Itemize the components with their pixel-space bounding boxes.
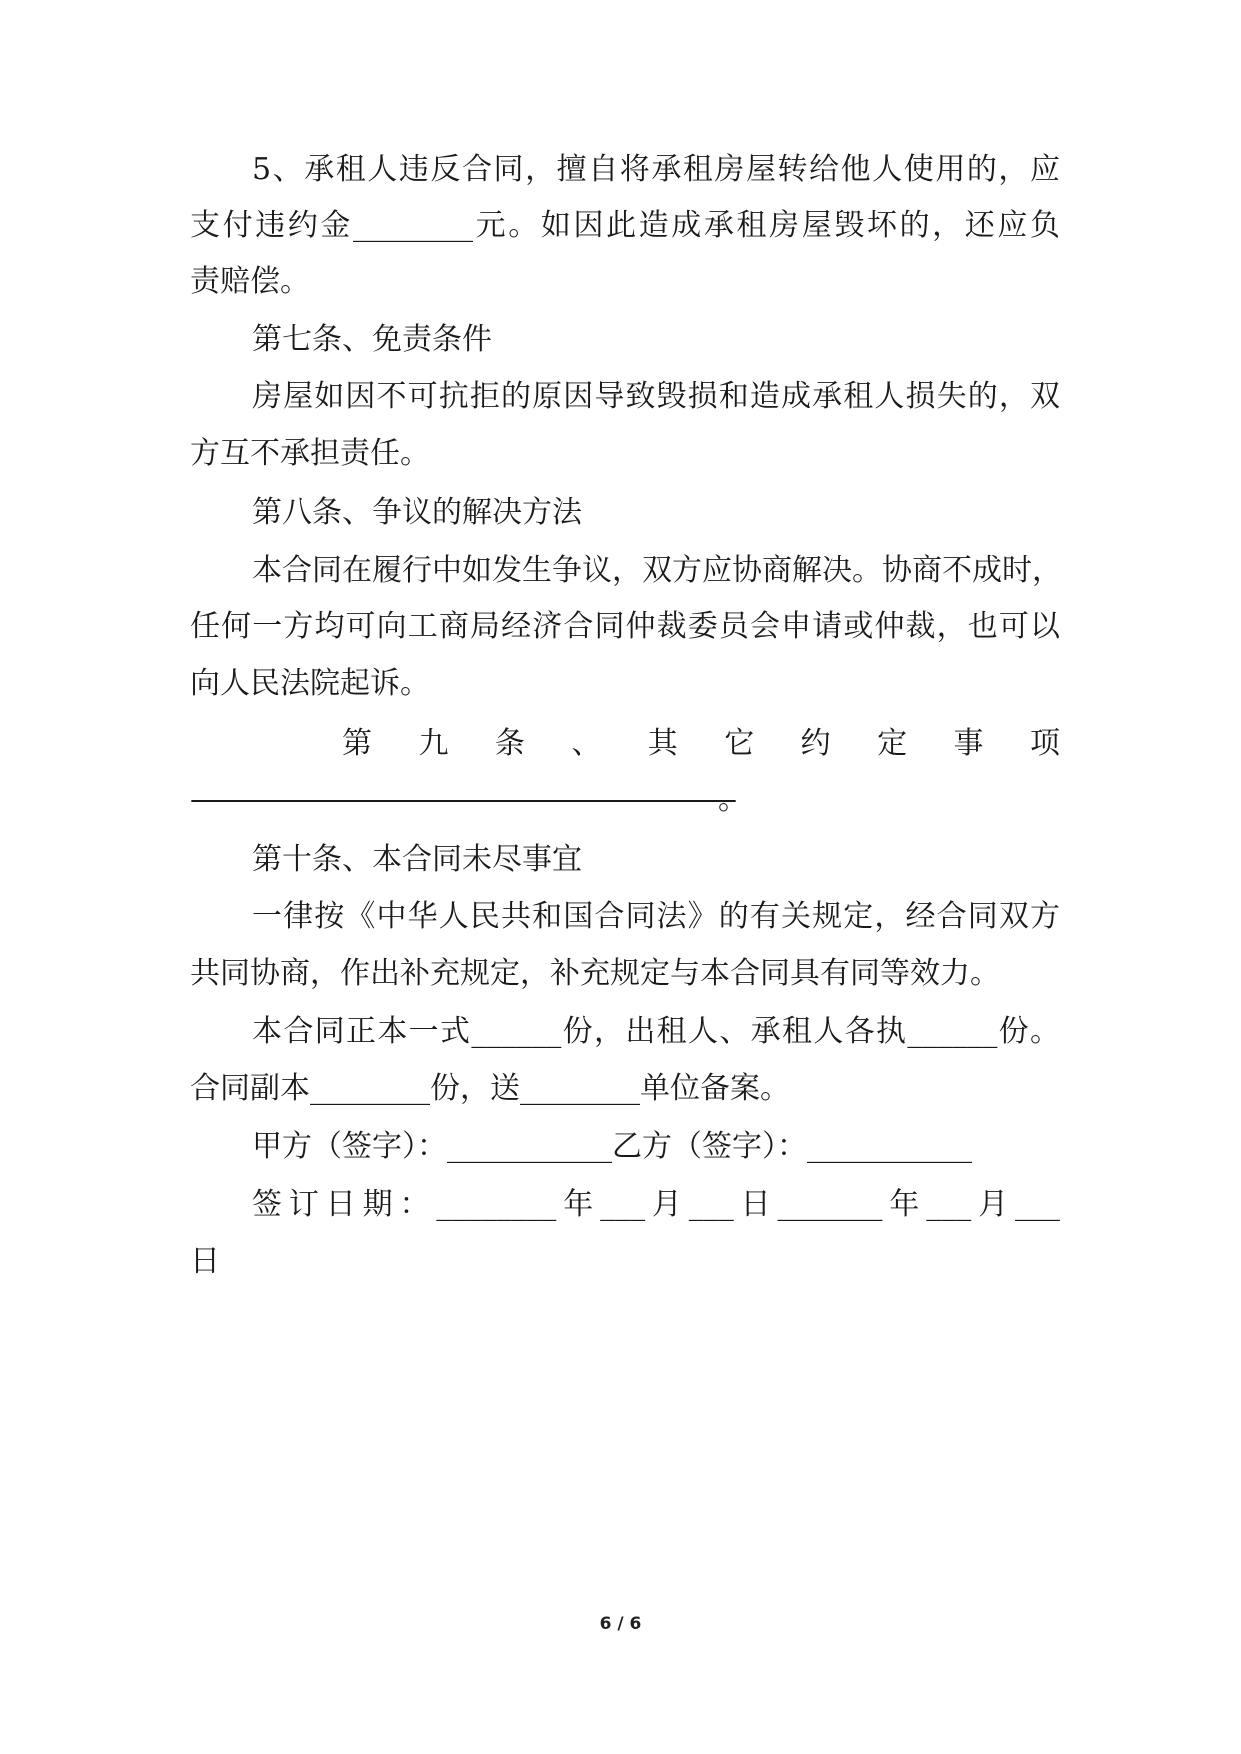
article-7-line-1: 房屋如因不可抗拒的原因导致毁损和造成承租人损失的，双 bbox=[252, 379, 1060, 414]
signing-date-line: 签订日期：________年___月___日_______年___月___ bbox=[252, 1187, 1060, 1222]
article-9-blank-line: ————————————————————————————————————————————————。 bbox=[190, 782, 729, 817]
signing-date-day: 日 bbox=[190, 1244, 220, 1279]
page-number: 6 / 6 bbox=[599, 1614, 642, 1634]
article-8-line-3: 向人民法院起诉。 bbox=[190, 666, 430, 701]
copies-line-2: 合同副本________份，送________单位备案。 bbox=[190, 1071, 790, 1106]
article-8-heading: 第八条、争议的解决方法 bbox=[252, 495, 582, 530]
article-7-heading: 第七条、免责条件 bbox=[252, 322, 492, 357]
clause-5-line-3: 责赔偿。 bbox=[190, 264, 310, 299]
article-10-heading: 第十条、本合同未尽事宜 bbox=[252, 842, 582, 877]
signature-line: 甲方（签字）：___________乙方（签字）：___________ bbox=[252, 1129, 972, 1164]
article-8-line-2: 任何一方均可向工商局经济合同仲裁委员会申请或仲裁，也可以 bbox=[190, 609, 1060, 644]
article-10-line-1: 一律按《中华人民共和国合同法》的有关规定，经合同双方 bbox=[252, 899, 1060, 934]
clause-5-line-2: 支付违约金________元。如因此造成承租房屋毁坏的，还应负 bbox=[190, 208, 1060, 243]
clause-5-line-1: 5、承租人违反合同，擅自将承租房屋转给他人使用的，应 bbox=[252, 152, 1060, 187]
article-10-line-2: 共同协商，作出补充规定，补充规定与本合同具有同等效力。 bbox=[190, 956, 1000, 991]
copies-line-1: 本合同正本一式______份，出租人、承租人各执______份。 bbox=[252, 1014, 1060, 1049]
article-8-line-1: 本合同在履行中如发生争议，双方应协商解决。协商不成时， bbox=[252, 553, 1062, 588]
article-7-line-2: 方互不承担责任。 bbox=[190, 436, 430, 471]
article-9-heading: 第九条、其它约定事项 bbox=[342, 726, 1060, 761]
